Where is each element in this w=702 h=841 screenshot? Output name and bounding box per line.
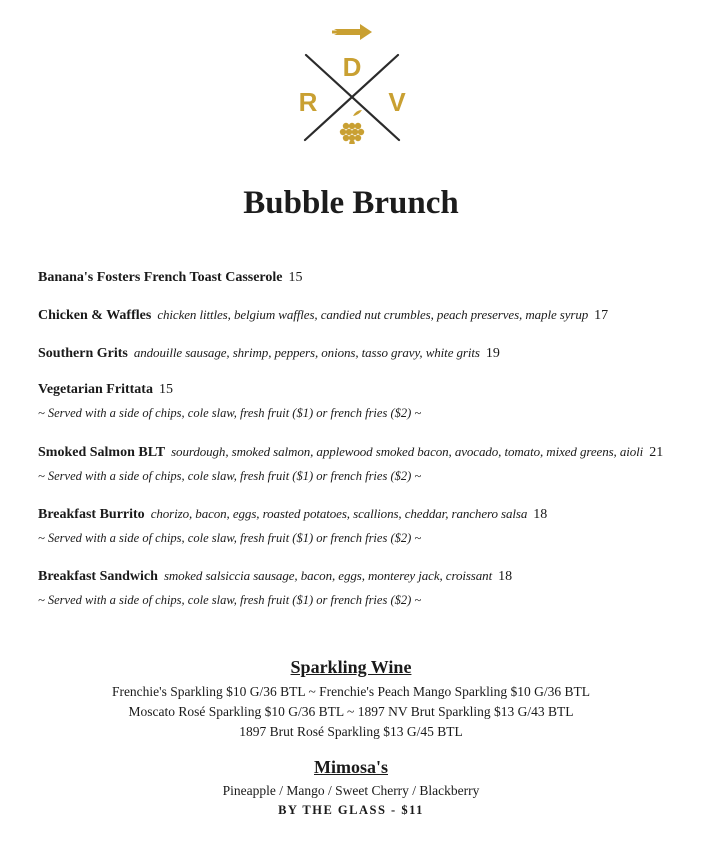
item-description: smoked salsiccia sausage, bacon, eggs, monterey jack, croissant [163,568,493,583]
menu-item [38,442,663,485]
logo-letter-r: R [298,87,318,117]
sparkling-wine-line: Moscato Rosé Sparkling $10 G/36 BTL ~ 1897 NV Brut Sparkling $13 G/43 BTL [128,704,574,719]
mimosa-flavors: Pineapple / Mango / Sweet Cherry / Blackberry [222,783,480,798]
item-description: chorizo, bacon, eggs, roasted potatoes, scallions, cheddar, ranchero salsa [150,506,528,521]
mimosa-heading: Mimosa's [314,757,388,777]
item-price: 18 [533,507,548,522]
menu-item [38,380,421,422]
item-price: 19 [485,346,500,361]
item-side-note: ~ Served with a side of chips, cole slaw, fresh fruit ($1) or french fries ($2) ~ [38,469,422,483]
item-name: Chicken & Waffles [38,308,152,323]
logo-letter-d: D [342,52,362,82]
grape-icon [340,110,364,144]
sparkling-wine-heading: Sparkling Wine [290,657,412,677]
item-price: 17 [594,308,609,323]
rdv-logo [296,20,408,144]
sparkling-wine-line: 1897 Brut Rosé Sparkling $13 G/45 BTL [239,724,463,739]
mimosa-price: BY THE GLASS - $11 [278,803,424,817]
menu-item [38,305,608,326]
menu-item [38,566,512,609]
item-description: andouille sausage, shrimp, peppers, onions, tasso gravy, white grits [133,345,480,360]
item-description: sourdough, smoked salmon, applewood smoked bacon, avocado, tomato, mixed greens, aioli [171,444,644,459]
logo-letter-v: V [388,87,406,117]
item-name: Smoked Salmon BLT [38,445,166,460]
sparkling-wine-line: Frenchie's Sparkling $10 G/36 BTL ~ Frenchie's Peach Mango Sparkling $10 G/36 BTL [111,684,591,699]
menu-item [38,504,547,547]
item-description: chicken littles, belgium waffles, candied nut crumbles, peach preserves, maple syrup [157,307,589,322]
item-side-note: ~ Served with a side of chips, cole slaw, fresh fruit ($1) or french fries ($2) ~ [38,531,422,545]
item-name: Breakfast Sandwich [38,569,158,584]
item-name: Banana's Fosters French Toast Casserole [38,270,283,285]
item-price: 15 [288,270,303,285]
item-name: Breakfast Burrito [38,507,145,522]
item-side-note: ~ Served with a side of chips, cole slaw, fresh fruit ($1) or french fries ($2) ~ [38,593,422,607]
menu-item [38,343,500,364]
item-side-note: ~ Served with a side of chips, cole slaw, fresh fruit ($1) or french fries ($2) ~ [38,406,422,420]
menu-item [38,268,303,288]
item-price: 18 [498,569,513,584]
item-name: Southern Grits [38,346,128,361]
item-price: 21 [649,445,664,460]
item-name: Vegetarian Frittata [38,382,153,397]
item-price: 15 [158,382,173,397]
arrow-icon [332,24,372,40]
menu-title: Bubble Brunch [243,185,459,221]
